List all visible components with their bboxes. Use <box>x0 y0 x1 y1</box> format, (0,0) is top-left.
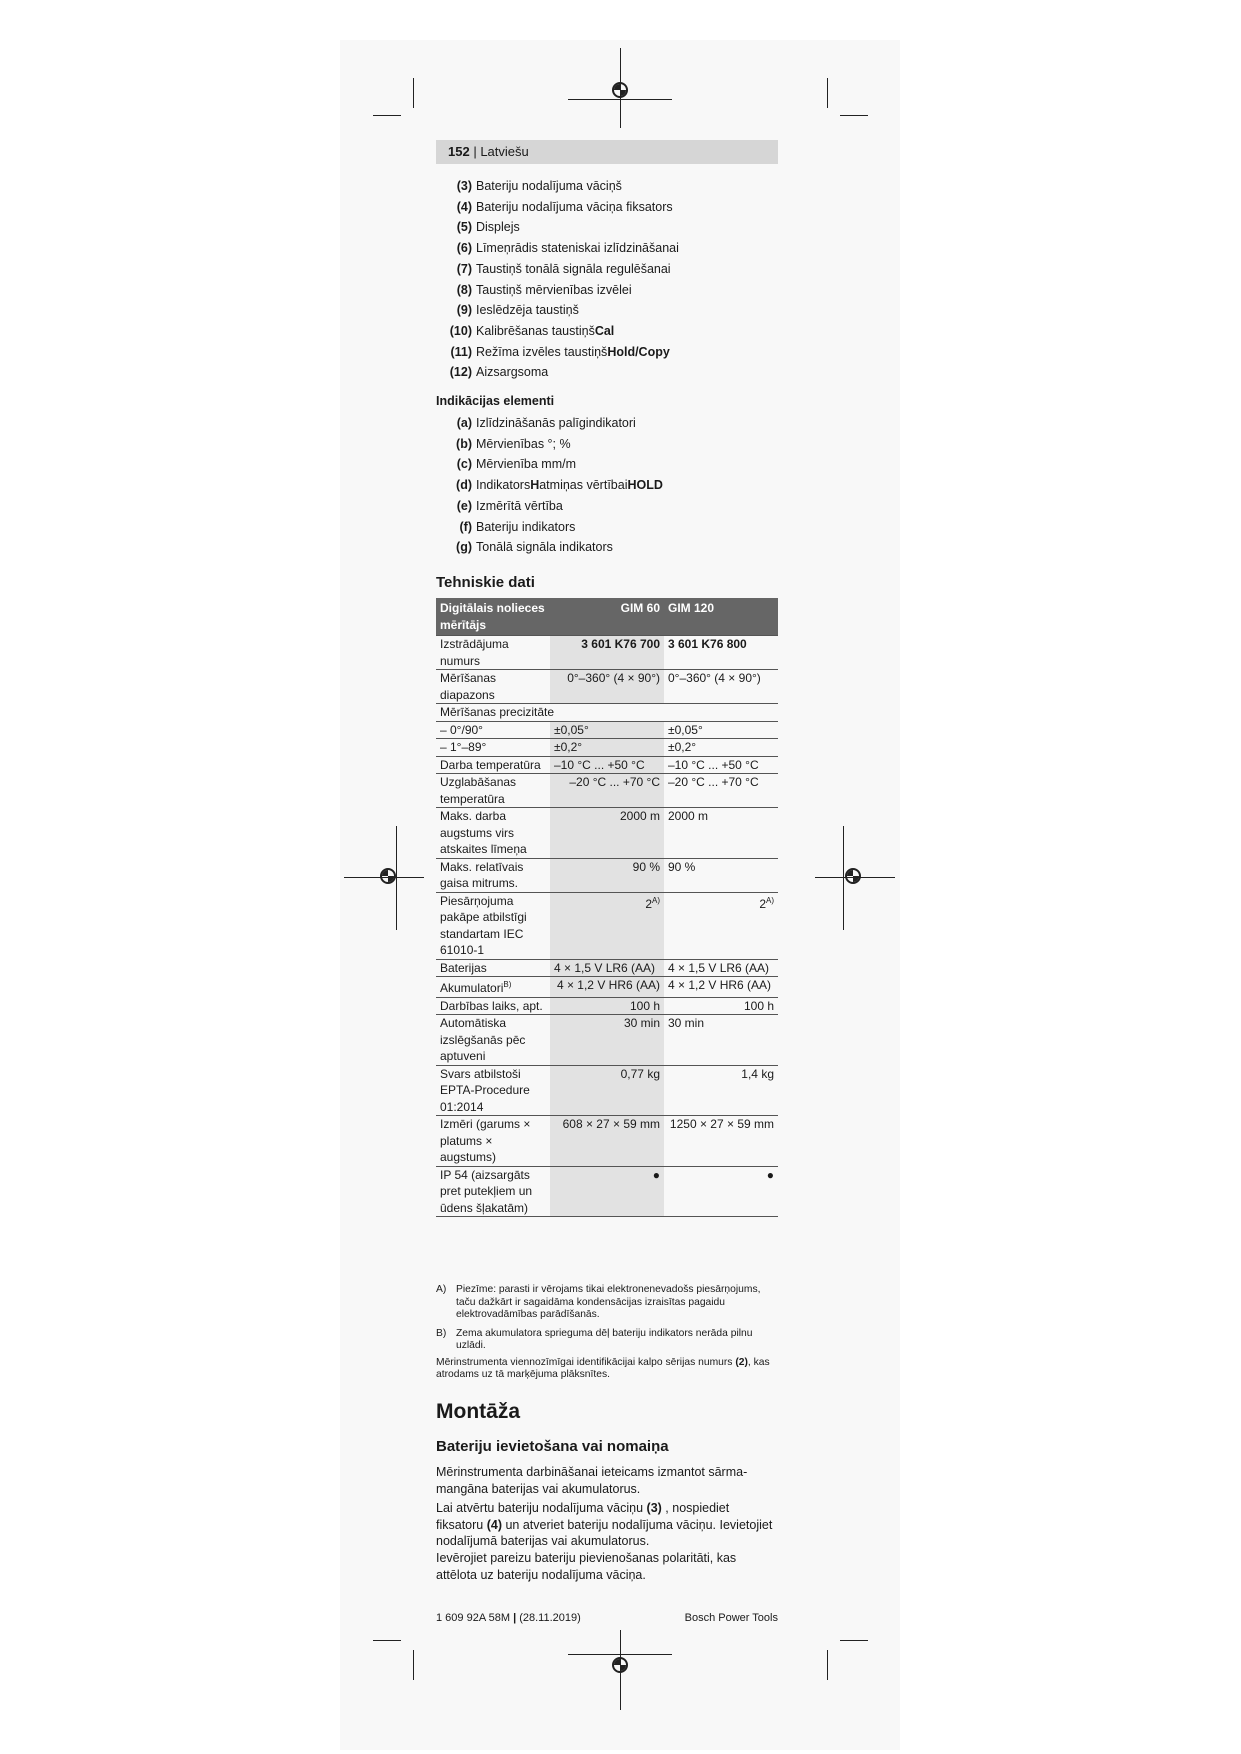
crop-mark-bottom-right-v <box>827 1650 828 1680</box>
legend-num: (10) <box>449 323 472 338</box>
table-row <box>436 721 778 739</box>
indicator-bold-hold: HOLD <box>627 478 663 493</box>
batteries-label: Akumulatori <box>440 981 504 995</box>
footnote-b-label: B) <box>436 1327 447 1339</box>
row-value-gim120 <box>664 892 778 959</box>
row-value-gim120: 0°–360° (4 × 90°) <box>664 670 778 704</box>
row-label: IP 54 (aizsargāts pret putekļiem un ūdens šļakatām) <box>436 1166 550 1217</box>
row-value-gim60: 0,77 kg <box>550 1065 664 1116</box>
row-value-gim60: 100 h <box>550 997 664 1015</box>
indicator-text-mid: atmiņas vērtībai <box>539 478 628 493</box>
indicator-num: (f) <box>459 519 472 534</box>
row-value-gim60: ±0,05° <box>550 721 664 739</box>
row-label: Maks. darba augstums virs atskaites līmeņa <box>436 808 550 859</box>
legend-bold: Cal <box>594 323 615 338</box>
row-value-gim60: 0°–360° (4 × 90°) <box>550 670 664 704</box>
battery-paragraph-3: Ievērojiet pareizu bateriju pievienošanas polaritāti, kas attēlota uz bateriju nodalījuma vāciņa. <box>436 1550 737 1582</box>
indicator-item <box>436 537 663 558</box>
crop-mark-top-left-v <box>413 78 414 108</box>
table-row <box>436 1166 778 1217</box>
legend-text: Aizsargsoma <box>476 365 549 380</box>
table-row <box>436 774 778 808</box>
indicator-text: Mērvienība mm/m <box>476 457 577 472</box>
registration-mark-top-icon <box>612 82 628 98</box>
legend-text: Taustiņš mērvienības izvēlei <box>476 282 632 297</box>
row-value-gim120: –10 °C ... +50 °C <box>664 756 778 774</box>
row-label: Maks. relatīvais gaisa mitrums. <box>436 858 550 892</box>
indicator-num: (b) <box>456 436 472 451</box>
legend-num: (9) <box>456 303 472 318</box>
table-row <box>436 997 778 1015</box>
component-legend <box>436 176 679 383</box>
legend-num: (6) <box>456 241 472 256</box>
row-value-gim60: 30 min <box>550 1015 664 1066</box>
row-label: Darbības laiks, apt. <box>436 997 550 1015</box>
indicator-item <box>436 496 663 517</box>
battery-p2-mid: , nospiediet fiksatoru <box>436 1501 730 1532</box>
indicator-text: Izlīdzināšanās palīgindikatori <box>476 416 636 430</box>
page-number: 152 <box>448 144 470 159</box>
registration-mark-left-icon <box>380 868 396 884</box>
row-value-gim60: 2000 m <box>550 808 664 859</box>
row-value-gim60: 3 601 K76 700 <box>550 636 664 670</box>
legend-text: Bateriju nodalījuma vāciņa fiksators <box>476 199 673 214</box>
indicator-item <box>436 517 663 538</box>
row-label: Izmēri (garums × platums × augstums) <box>436 1116 550 1167</box>
crop-mark-bottom-left-h <box>373 1640 401 1641</box>
page-header <box>436 140 778 164</box>
battery-paragraph-1: Mērinstrumenta darbināšanai ieteicams izmantot sārma-mangāna baterijas vai akumulatorus. <box>436 1465 748 1496</box>
row-label: Baterijas <box>436 959 550 977</box>
legend-item <box>436 259 679 280</box>
battery-p2-ref-4: (4) <box>486 1517 502 1532</box>
legend-num: (8) <box>456 282 472 297</box>
table-header-row <box>436 598 778 636</box>
table-header-label: Digitālais nolieces mērītājs <box>436 598 550 636</box>
footnote-ref-a: A) <box>652 895 660 905</box>
page-footer <box>436 1612 778 1624</box>
table-row <box>436 1015 778 1066</box>
indicator-item <box>436 434 663 455</box>
legend-text: Kalibrēšanas taustiņš <box>476 323 595 338</box>
indicator-text-pre: Indikators <box>476 478 531 493</box>
row-label: Mērīšanas precizitāte <box>436 704 778 722</box>
tech-data-title: Tehniskie dati <box>436 574 535 591</box>
page-number-label <box>448 144 529 159</box>
serial-note-bold: (2) <box>735 1356 748 1368</box>
legend-text: Ieslēdzēja taustiņš <box>476 303 579 318</box>
row-label: Automātiska izslēgšanās pēc aptuveni <box>436 1015 550 1066</box>
crop-mark-top-right-v <box>827 78 828 108</box>
table-row <box>436 1065 778 1116</box>
legend-text: Režīma izvēles taustiņš <box>476 344 608 359</box>
row-value-gim60: 90 % <box>550 858 664 892</box>
row-value-gim120: 1250 × 27 × 59 mm <box>664 1116 778 1167</box>
footnote-a-text: Piezīme: parasti ir vērojams tikai elektronenevadošs piesārņojums, taču dažkārt ir sagaidāma kondensācijas izraisītas pagaidu elektrovadāmības parādīšanās. <box>456 1284 761 1320</box>
row-value-gim120: 4 × 1,5 V LR6 (AA) <box>664 959 778 977</box>
indicator-text: Bateriju indikators <box>476 519 576 534</box>
indicator-item <box>436 454 663 475</box>
pollution-degree-gim120: 2 <box>759 896 766 911</box>
legend-num: (12) <box>449 365 472 380</box>
table-row <box>436 977 778 998</box>
registration-left-v <box>396 826 397 930</box>
legend-num: (3) <box>456 179 472 193</box>
legend-item <box>436 342 679 363</box>
table-row <box>436 670 778 704</box>
row-value-gim60: 4 × 1,2 V HR6 (AA) <box>550 977 664 998</box>
indicators-title: Indikācijas elementi <box>436 394 555 408</box>
row-label: Uzglabāšanas temperatūra <box>436 774 550 808</box>
row-value-gim120: 90 % <box>664 858 778 892</box>
indicator-item <box>436 475 663 496</box>
legend-num: (4) <box>456 199 472 214</box>
row-value-gim120: 1,4 kg <box>664 1065 778 1116</box>
montage-title: Montāža <box>436 1400 520 1423</box>
row-value-gim60: ±0,2° <box>550 739 664 757</box>
indicator-text: Tonālā signāla indikators <box>476 540 613 555</box>
row-value-gim60: ● <box>550 1166 664 1217</box>
table-header-gim120: GIM 120 <box>664 598 778 636</box>
footnote-a <box>436 1284 778 1322</box>
table-row <box>436 739 778 757</box>
header-separator: | <box>469 144 481 159</box>
indicator-text: Mērvienības °; % <box>476 436 571 451</box>
legend-item <box>436 362 679 383</box>
footnote-ref-b: B) <box>503 980 512 989</box>
footer-separator: | <box>510 1612 520 1624</box>
row-label: Darba temperatūra <box>436 756 550 774</box>
legend-bold: Hold/Copy <box>607 344 670 359</box>
serial-note-post: , kas atrodams uz tā marķējuma plāksnītes. <box>436 1356 770 1380</box>
legend-item <box>436 238 679 259</box>
pollution-degree-gim60: 2 <box>645 896 652 911</box>
table-row <box>436 892 778 959</box>
row-label: – 1°–89° <box>436 739 550 757</box>
row-label: Izstrādājuma numurs <box>436 636 550 670</box>
legend-text: Bateriju nodalījuma vāciņš <box>476 179 622 193</box>
footnote-ref-a: A) <box>766 895 774 905</box>
row-label: – 0°/90° <box>436 721 550 739</box>
table-row <box>436 636 778 670</box>
registration-mark-bottom-icon <box>612 1657 628 1673</box>
row-label: Svars atbilstoši EPTA-Procedure 01:2014 <box>436 1065 550 1116</box>
indicator-num: (a) <box>456 416 472 430</box>
battery-p2-ref-3: (3) <box>646 1501 662 1516</box>
table-row <box>436 858 778 892</box>
legend-item <box>436 176 679 197</box>
row-value-gim120: 4 × 1,2 V HR6 (AA) <box>664 977 778 998</box>
legend-item <box>436 217 679 238</box>
row-value-gim120: 30 min <box>664 1015 778 1066</box>
legend-text: Līmeņrādis stateniskai izlīdzināšanai <box>476 241 679 256</box>
row-label: Piesārņojuma pakāpe atbilstīgi standartam IEC 61010-1 <box>436 892 550 959</box>
row-value-gim60: 4 × 1,5 V LR6 (AA) <box>550 959 664 977</box>
row-label <box>436 977 550 998</box>
indicator-legend <box>436 413 663 558</box>
indicator-text: Izmērītā vērtība <box>476 498 563 513</box>
footnote-b <box>436 1328 778 1353</box>
row-value-gim60: 608 × 27 × 59 mm <box>550 1116 664 1167</box>
registration-top-h <box>568 99 672 100</box>
battery-p2-post: un atveriet bateriju nodalījuma vāciņu. Ievietojiet nodalījumā baterijas vai akumulatorus. <box>436 1517 773 1549</box>
crop-mark-bottom-left-v <box>413 1650 414 1680</box>
row-value-gim60 <box>550 892 664 959</box>
battery-paragraph-2 <box>436 1500 778 1550</box>
registration-mark-right-icon <box>845 868 861 884</box>
crop-mark-bottom-right-h <box>840 1640 868 1641</box>
footer-date: (28.11.2019) <box>519 1612 581 1624</box>
header-language: Latviešu <box>480 144 529 159</box>
crop-mark-top-right-h <box>840 115 868 116</box>
battery-instructions <box>436 1464 778 1583</box>
indicator-item <box>436 413 663 434</box>
crop-mark-top-left-h <box>373 115 401 116</box>
footnotes <box>436 1284 778 1382</box>
table-row <box>436 959 778 977</box>
table-row <box>436 704 778 722</box>
footer-code: 1 609 92A 58M <box>436 1612 511 1624</box>
row-label: Mērīšanas diapazons <box>436 670 550 704</box>
row-value-gim120: 100 h <box>664 997 778 1015</box>
registration-bottom-h <box>568 1654 672 1655</box>
row-value-gim120: 2000 m <box>664 808 778 859</box>
table-row <box>436 808 778 859</box>
footnote-b-text: Zema akumulatora sprieguma dēļ bateriju indikators nerāda pilnu uzlādi. <box>456 1327 753 1351</box>
legend-num: (5) <box>456 220 472 235</box>
row-value-gim120: ● <box>664 1166 778 1217</box>
serial-note <box>436 1357 778 1382</box>
row-value-gim60: –20 °C ... +70 °C <box>550 774 664 808</box>
row-value-gim120: –20 °C ... +70 °C <box>664 774 778 808</box>
legend-item <box>436 197 679 218</box>
legend-item <box>436 280 679 301</box>
battery-section-title: Bateriju ievietošana vai nomaiņa <box>436 1438 669 1455</box>
table-row <box>436 756 778 774</box>
legend-text: Taustiņš tonālā signāla regulēšanai <box>476 261 671 276</box>
indicator-bold-h: H <box>530 478 540 493</box>
indicator-num: (c) <box>456 457 472 472</box>
row-value-gim120: 3 601 K76 800 <box>664 636 778 670</box>
row-value-gim120: ±0,2° <box>664 739 778 757</box>
legend-text: Displejs <box>476 220 520 235</box>
indicator-num: (e) <box>456 498 472 513</box>
indicator-num: (d) <box>456 478 472 493</box>
legend-num: (11) <box>450 344 472 359</box>
footer-brand: Bosch Power Tools <box>684 1612 778 1624</box>
tech-data-table <box>436 598 778 1217</box>
battery-p2-pre: Lai atvērtu bateriju nodalījuma vāciņu <box>436 1501 647 1516</box>
legend-num: (7) <box>456 261 472 276</box>
footnote-a-label: A) <box>436 1284 447 1295</box>
row-value-gim60: –10 °C ... +50 °C <box>550 756 664 774</box>
serial-note-pre: Mērinstrumenta viennozīmīgai identifikācijai kalpo sērijas numurs <box>436 1356 736 1368</box>
table-row <box>436 1116 778 1167</box>
footer-doc-info <box>436 1612 581 1624</box>
indicator-num: (g) <box>456 540 472 555</box>
table-header-gim60: GIM 60 <box>550 598 664 636</box>
legend-item <box>436 321 679 342</box>
registration-right-v <box>843 826 844 930</box>
legend-item <box>436 300 679 321</box>
row-value-gim120: ±0,05° <box>664 721 778 739</box>
